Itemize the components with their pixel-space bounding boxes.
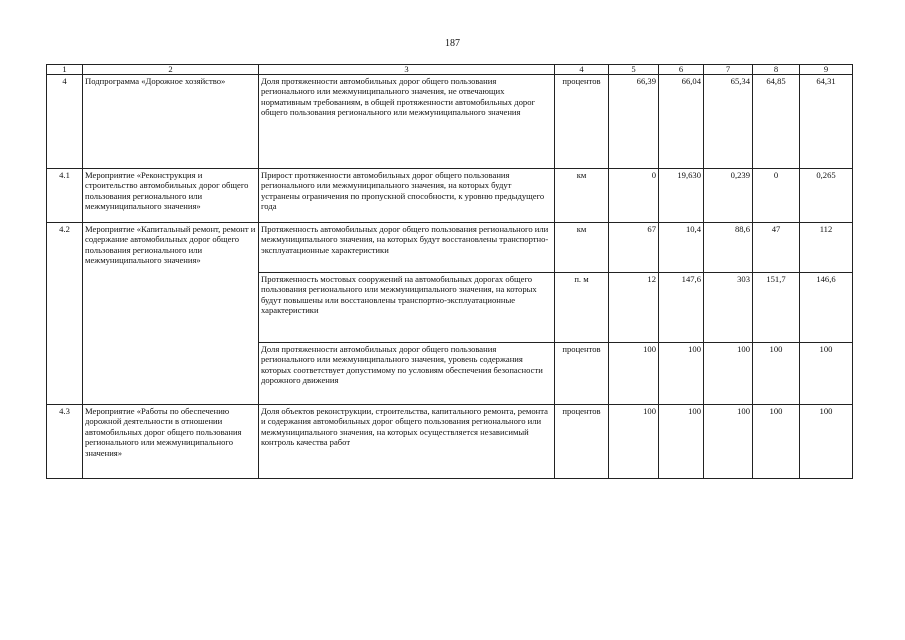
- value-7: 88,6: [704, 223, 753, 273]
- value-6: 100: [659, 405, 704, 479]
- header-cell: 4: [555, 65, 609, 75]
- value-5: 67: [609, 223, 659, 273]
- value-6: 10,4: [659, 223, 704, 273]
- unit: процентов: [555, 75, 609, 169]
- row-number: 4.3: [47, 405, 83, 479]
- value-8: 100: [753, 405, 800, 479]
- unit: процентов: [555, 343, 609, 405]
- row-number: 4.2: [47, 223, 83, 405]
- program-name: Подпрограмма «Дорожное хозяйство»: [83, 75, 259, 169]
- value-8: 100: [753, 343, 800, 405]
- unit: км: [555, 169, 609, 223]
- row-number: 4: [47, 75, 83, 169]
- program-name: Мероприятие «Работы по обеспечению дорожной деятельности в отношении автомобильных дорог общего пользования регионального или межмуниципального значения»: [83, 405, 259, 479]
- indicator-text: Протяженность мостовых сооружений на автомобильных дорогах общего пользования регионального или межмуниципального значения, на которых будут повышены или восстановлены транспортно-эксплуатационные характеристики: [259, 273, 555, 343]
- value-6: 147,6: [659, 273, 704, 343]
- table-row: [47, 169, 853, 223]
- header-cell: 2: [83, 65, 259, 75]
- value-7: 65,34: [704, 75, 753, 169]
- value-6: 19,630: [659, 169, 704, 223]
- unit: процентов: [555, 405, 609, 479]
- table-row: [47, 405, 853, 479]
- value-8: 47: [753, 223, 800, 273]
- value-5: 100: [609, 343, 659, 405]
- value-9: 100: [800, 405, 853, 479]
- value-7: 0,239: [704, 169, 753, 223]
- header-cell: 1: [47, 65, 83, 75]
- value-9: 64,31: [800, 75, 853, 169]
- value-5: 100: [609, 405, 659, 479]
- header-cell: 7: [704, 65, 753, 75]
- header-cell: 9: [800, 65, 853, 75]
- value-5: 0: [609, 169, 659, 223]
- indicator-text: Доля объектов реконструкции, строительства, капитального ремонта, ремонта и содержания автомобильных дорог общего пользования регионального или межмуниципального значения, на которых осуществляется независимый контроль качества работ: [259, 405, 555, 479]
- indicator-text: Доля протяженности автомобильных дорог общего пользования регионального или межмуниципального значения, уровень содержания которых соответствует допустимому по условиям обеспечения безопасности дорожного движения: [259, 343, 555, 405]
- value-9: 112: [800, 223, 853, 273]
- value-7: 303: [704, 273, 753, 343]
- value-9: 0,265: [800, 169, 853, 223]
- value-6: 100: [659, 343, 704, 405]
- unit: км: [555, 223, 609, 273]
- header-cell: 5: [609, 65, 659, 75]
- header-cell: 3: [259, 65, 555, 75]
- indicator-text: Доля протяженности автомобильных дорог общего пользования регионального или межмуниципального значения, не отвечающих нормативным требованиям, в общей протяженности автомобильных дорог общего пользования регионального или межмуниципального значения: [259, 75, 555, 169]
- value-8: 0: [753, 169, 800, 223]
- header-row: [47, 65, 853, 75]
- value-8: 151,7: [753, 273, 800, 343]
- row-number: 4.1: [47, 169, 83, 223]
- program-name: Мероприятие «Реконструкция и строительство автомобильных дорог общего пользования регионального или межмуниципального значения»: [83, 169, 259, 223]
- value-9: 100: [800, 343, 853, 405]
- value-7: 100: [704, 343, 753, 405]
- unit: п. м: [555, 273, 609, 343]
- value-5: 12: [609, 273, 659, 343]
- program-name: Мероприятие «Капитальный ремонт, ремонт и содержание автомобильных дорог общего пользования регионального или межмуниципального значения»: [83, 223, 259, 405]
- page-number: 187: [445, 38, 460, 49]
- value-6: 66,04: [659, 75, 704, 169]
- indicator-text: Прирост протяженности автомобильных дорог общего пользования регионального или межмуниципального значения, на которых будут устранены ограничения по пропускной способности, к уровню предыдущего года: [259, 169, 555, 223]
- header-cell: 6: [659, 65, 704, 75]
- value-8: 64,85: [753, 75, 800, 169]
- header-cell: 8: [753, 65, 800, 75]
- indicator-text: Протяженность автомобильных дорог общего пользования регионального или межмуниципального значения, на которых будут восстановлены транспортно-эксплуатационные характеристики: [259, 223, 555, 273]
- value-7: 100: [704, 405, 753, 479]
- indicators-table: [46, 64, 853, 479]
- table-row: [47, 75, 853, 169]
- value-5: 66,39: [609, 75, 659, 169]
- value-9: 146,6: [800, 273, 853, 343]
- table-row: [47, 223, 853, 273]
